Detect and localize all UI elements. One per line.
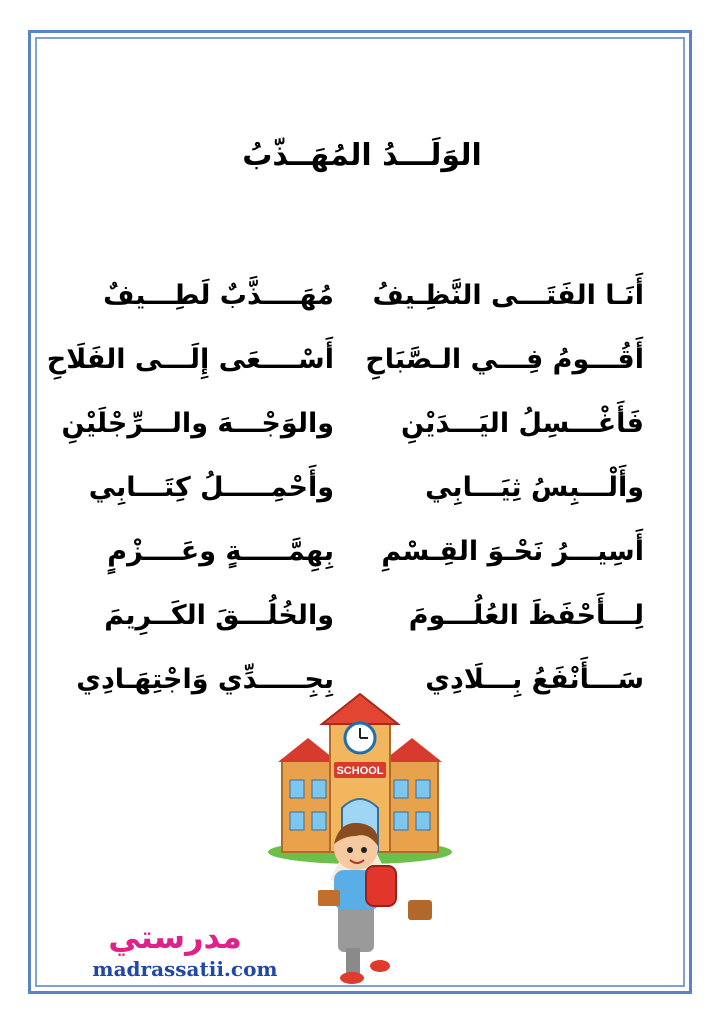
verse-second-hemistich: والخُلُـــقَ الكَــرِيمَ — [104, 600, 334, 631]
verse-first-hemistich: سَـــأَنْفَعُ بِـــلَادِي — [425, 664, 644, 695]
verse-first-hemistich: أَقُـــومُ فِـــي الـصَّبَاحِ — [365, 344, 644, 375]
verse-2 — [0, 334, 724, 398]
book-icon — [318, 890, 340, 906]
boy-shoe — [340, 972, 364, 984]
verse-first-hemistich: أَنَـا الفَتَـــى النَّظِـيفُ — [372, 280, 644, 311]
verse-4 — [0, 462, 724, 526]
verse-6 — [0, 590, 724, 654]
verse-3 — [0, 398, 724, 462]
poem-title: الوَلَـــدُ المُهَــذّبُ — [242, 138, 482, 173]
school-left-wing — [282, 760, 334, 852]
verse-5 — [0, 526, 724, 590]
school-sign-label: SCHOOL — [336, 765, 384, 777]
logo-website: madrassatii.com — [92, 957, 278, 981]
school-bag-icon — [408, 900, 432, 920]
tower-roof — [322, 694, 398, 724]
school-right-wing — [386, 760, 438, 852]
verse-first-hemistich: لِـــأَحْفَظَ العُلُـــومَ — [408, 600, 644, 631]
verse-first-hemistich: أَسِيـــرُ نَحْـوَ القِـسْمِ — [381, 536, 644, 567]
verse-first-hemistich: فَأَغْـــسِلُ اليَـــدَيْنِ — [400, 408, 644, 439]
verse-second-hemistich: وأَحْمِـــــلُ كِتَـــابِي — [88, 472, 334, 503]
verse-second-hemistich: بِجِـــــدِّي وَاجْتِهَـادِي — [76, 664, 334, 695]
logo-arabic: مدرستي — [108, 918, 242, 956]
verse-second-hemistich: بِهِمَّـــــةٍ وعَــــزْمٍ — [107, 536, 334, 567]
verse-second-hemistich: مُهَــــذَّبٌ لَطِـــيفٌ — [103, 280, 334, 311]
poem-body — [0, 270, 724, 718]
backpack-icon — [366, 866, 396, 906]
verse-first-hemistich: وأَلْـــبِسُ ثِيَـــابِي — [425, 472, 644, 503]
verse-second-hemistich: والوَجْـــهَ والـــرِّجْلَيْنِ — [61, 408, 334, 439]
verse-1 — [0, 270, 724, 334]
verse-second-hemistich: أَسْــــعَى إِلَـــى الفَلَاحِ — [46, 344, 334, 375]
school-boy-illustration — [260, 690, 460, 990]
